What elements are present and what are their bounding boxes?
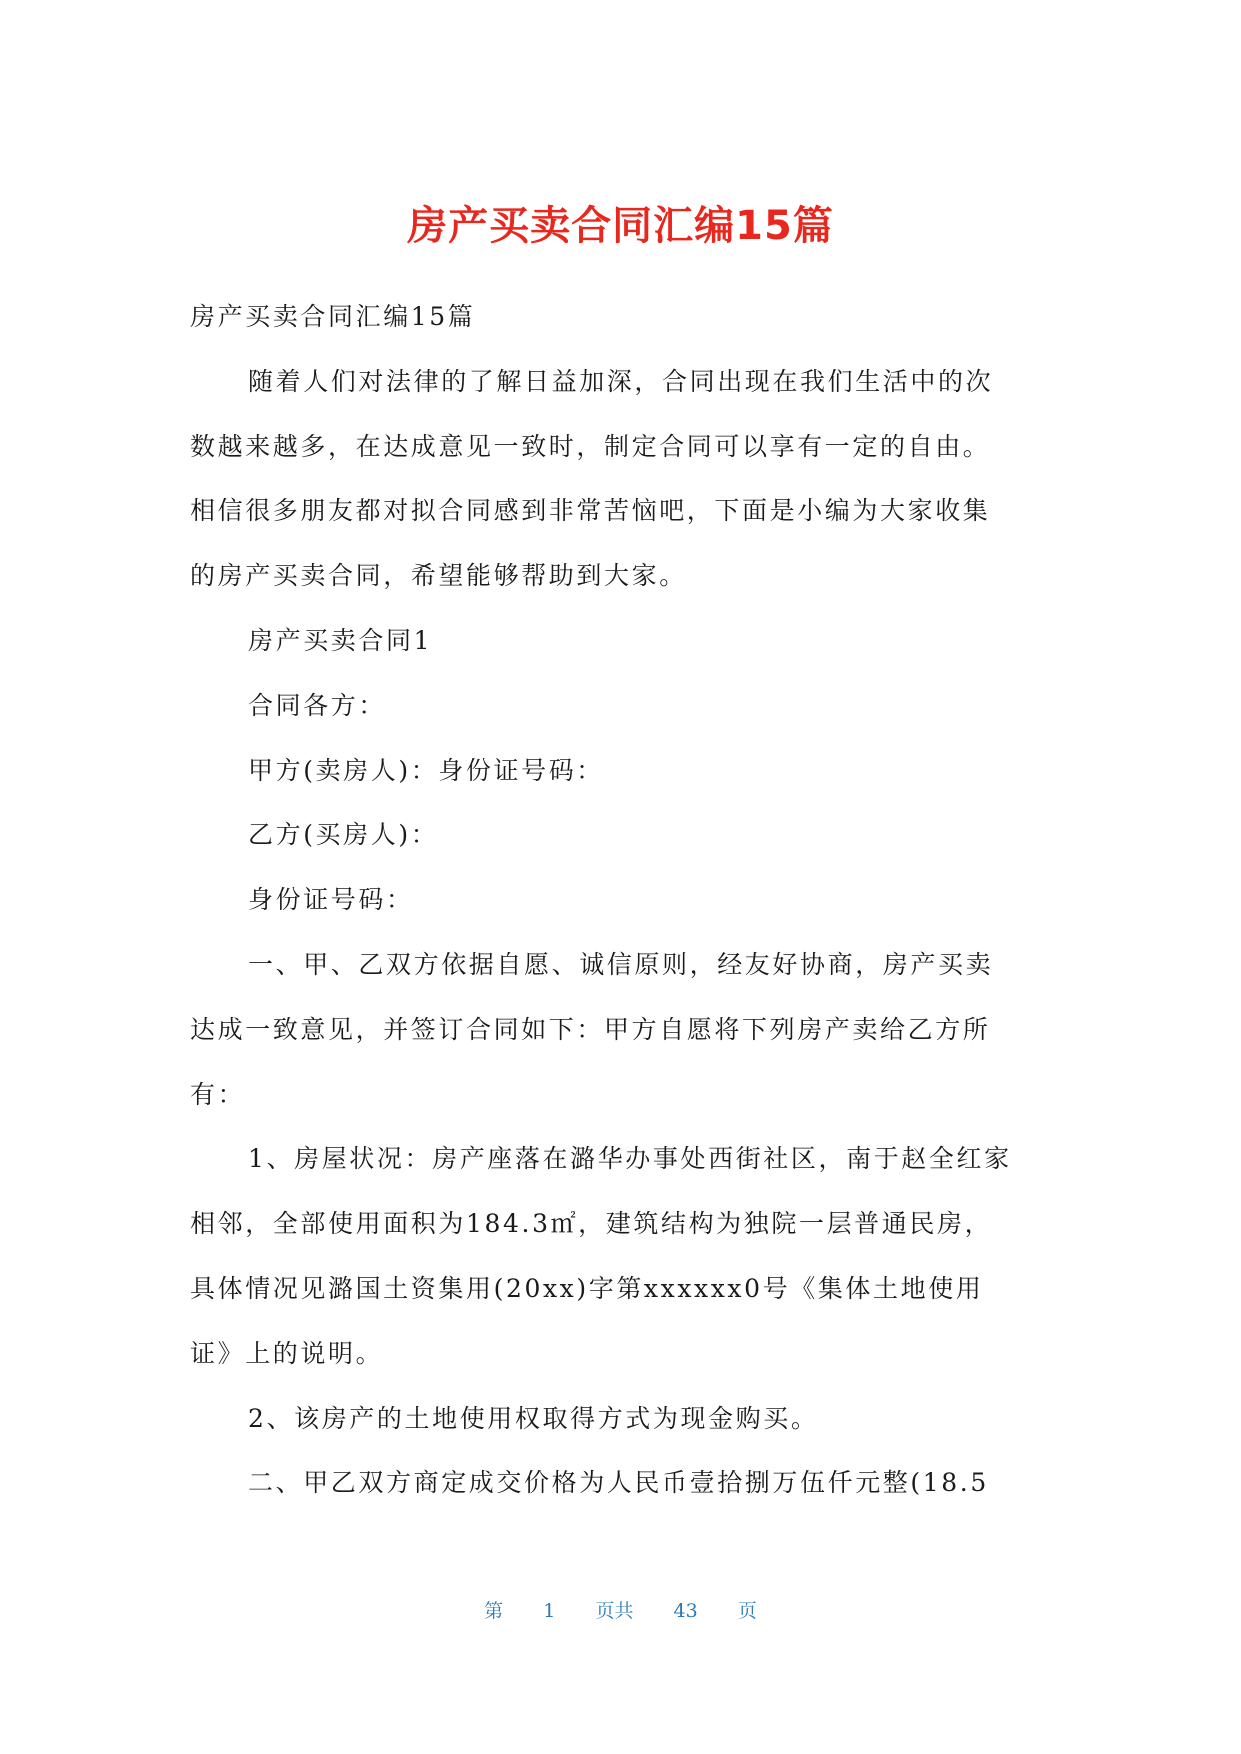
footer-page-total: 43: [673, 1600, 698, 1622]
paragraph-line: 具体情况见潞国土资集用(20xx)字第xxxxxx0号《集体土地使用: [190, 1273, 984, 1303]
footer-page-number: 1: [543, 1600, 556, 1622]
footer-page-middle: 页共: [595, 1600, 634, 1622]
paragraph-line: 达成一致意见，并签订合同如下：甲方自愿将下列房产卖给乙方所: [190, 1014, 991, 1044]
page-footer: [0, 1598, 1241, 1624]
paragraph-line: 乙方(买房人)：: [248, 820, 439, 850]
paragraph-line: 数越来越多，在达成意见一致时，制定合同可以享有一定的自由。: [190, 431, 991, 461]
document-body: [190, 285, 1050, 1516]
paragraph-line: 相信很多朋友都对拟合同感到非常苦恼吧，下面是小编为大家收集: [190, 496, 991, 526]
footer-page-suffix: 页: [737, 1600, 757, 1622]
paragraph-line: 的房产买卖合同，希望能够帮助到大家。: [190, 561, 687, 591]
paragraph-line: 合同各方：: [248, 690, 387, 720]
paragraph-line: 有：: [190, 1079, 246, 1109]
document-title: 房产买卖合同汇编15篇: [407, 203, 834, 249]
paragraph-line: 二、甲乙双方商定成交价格为人民币壹拾捌万伍仟元整(18.5: [248, 1468, 989, 1498]
footer-page-prefix: 第: [484, 1600, 504, 1622]
paragraph-line: 证》上的说明。: [190, 1338, 384, 1368]
paragraph-line: 1、房屋状况：房产座落在潞华办事处西街社区，南于赵全红家: [248, 1144, 1012, 1174]
paragraph-line: 身份证号码：: [248, 885, 414, 915]
paragraph-line: 一、甲、乙双方依据自愿、诚信原则，经友好协商，房产买卖: [248, 949, 994, 979]
paragraph-line: 房产买卖合同1: [248, 625, 433, 655]
paragraph-line: 随着人们对法律的了解日益加深，合同出现在我们生活中的次: [248, 366, 994, 396]
paragraph-line: 相邻，全部使用面积为184.3㎡，建筑结构为独院一层普通民房，: [190, 1209, 993, 1239]
paragraph-line: 甲方(卖房人)：身份证号码：: [248, 755, 604, 785]
paragraph-line: 房产买卖合同汇编15篇: [190, 302, 476, 331]
paragraph-line: 2、该房产的土地使用权取得方式为现金购买。: [248, 1403, 819, 1433]
